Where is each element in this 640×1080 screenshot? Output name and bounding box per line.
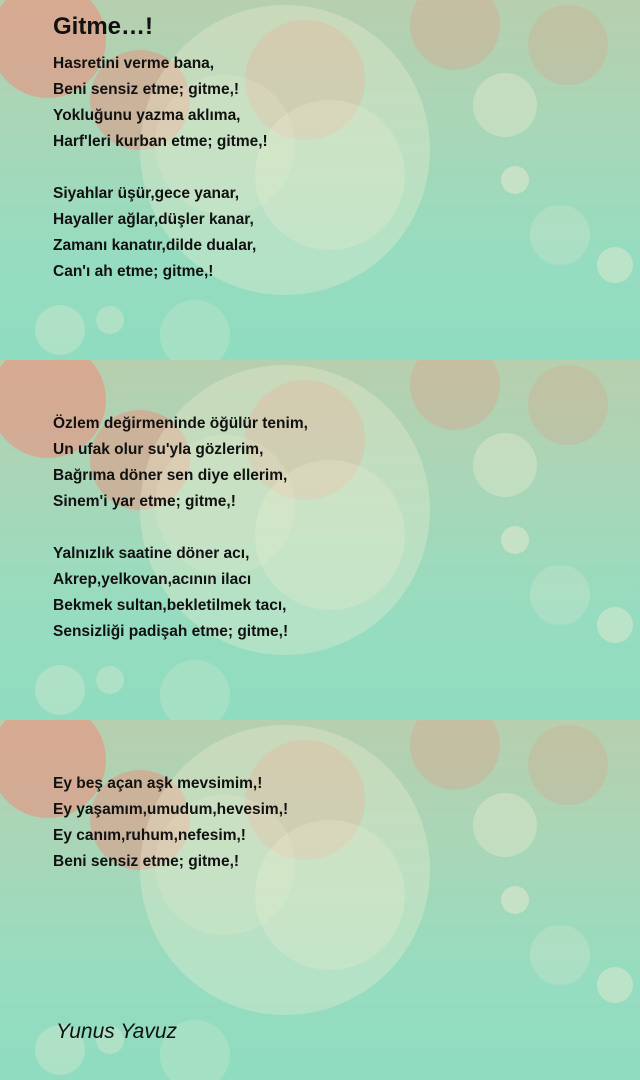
bokeh-circle [597, 967, 633, 1003]
poem-line: Beni sensiz etme; gitme,! [53, 81, 240, 98]
bokeh-circle [473, 433, 537, 497]
poem-line: Özlem değirmeninde öğülür tenim, [53, 415, 308, 432]
poem-line: Hayaller ağlar,düşler kanar, [53, 211, 254, 228]
bokeh-circle [473, 73, 537, 137]
poem-line: Hasretini verme bana, [53, 55, 215, 72]
bokeh-circle [597, 607, 633, 643]
poem-line: Can'ı ah etme; gitme,! [53, 263, 214, 280]
poem-line: Sinem'i yar etme; gitme,! [53, 493, 236, 510]
poem-line: Bekmek sultan,bekletilmek tacı, [53, 597, 287, 614]
bokeh-circle [501, 166, 529, 194]
poem-line: Ey beş açan aşk mevsimim,! [53, 775, 263, 792]
bokeh-circle [410, 720, 500, 790]
bokeh-circle [501, 886, 529, 914]
poem-line: Yalnızlık saatine döner acı, [53, 545, 250, 562]
poem-line: Ey yaşamım,umudum,hevesim,! [53, 801, 289, 818]
poem-line: Beni sensiz etme; gitme,! [53, 853, 240, 870]
poem-line: Akrep,yelkovan,acının ilacı [53, 571, 252, 588]
bokeh-circle [530, 565, 590, 625]
poem-line: Yokluğunu yazma aklıma, [53, 107, 241, 124]
stanza-2 [53, 181, 256, 285]
poem-line: Un ufak olur su'yla gözlerim, [53, 441, 264, 458]
stanza-5 [53, 771, 288, 875]
poem-line: Siyahlar üşür,gece yanar, [53, 185, 240, 202]
poem-line: Harf'leri kurban etme; gitme,! [53, 133, 268, 150]
bokeh-circle [528, 365, 608, 445]
bokeh-circle [597, 247, 633, 283]
poem-author: Yunus Yavuz [56, 1020, 178, 1043]
bokeh-circle [473, 793, 537, 857]
bokeh-circle [410, 360, 500, 430]
bokeh-circle [35, 305, 85, 355]
poem-line: Bağrıma döner sen diye ellerim, [53, 467, 288, 484]
bokeh-circle [530, 925, 590, 985]
bokeh-circle [35, 665, 85, 715]
bokeh-circle [530, 205, 590, 265]
bokeh-circle [96, 666, 124, 694]
poem-line: Sensizliği padişah etme; gitme,! [53, 623, 289, 640]
stanza-1 [53, 51, 268, 155]
bokeh-circle [528, 725, 608, 805]
stanza-4 [53, 541, 288, 645]
bokeh-circle [410, 0, 500, 70]
poem-title: Gitme…! [53, 13, 154, 40]
bokeh-circle [160, 660, 230, 720]
bokeh-circle [96, 306, 124, 334]
bokeh-circle [501, 526, 529, 554]
poem-line: Ey canım,ruhum,nefesim,! [53, 827, 246, 844]
bokeh-circle [528, 5, 608, 85]
bokeh-circle [160, 300, 230, 360]
stanza-3 [53, 411, 308, 515]
poem-line: Zamanı kanatır,dilde dualar, [53, 237, 257, 254]
